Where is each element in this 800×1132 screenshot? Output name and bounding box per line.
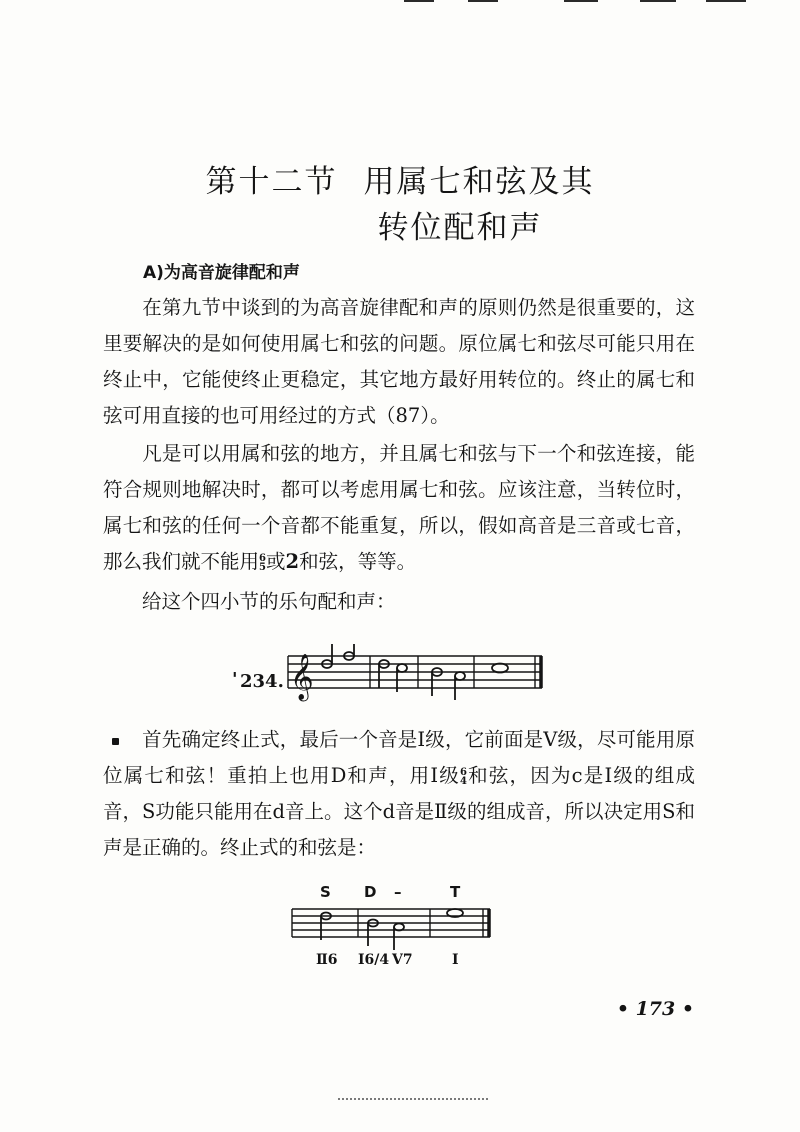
figured-bass-2: 2 [285,550,300,573]
function-label-s: S [320,883,331,901]
paragraph-2: 凡是可以用属和弦的地方，并且属七和弦与下一个和弦连接，能符合规则地解决时，都可以考虑用属七和弦。应该注意，当转位时，属七和弦的任何一个音都不能重复，所以，假如高音是三音或七音，那么我们就不能用6 5或2和弦，等等。 [103,442,695,573]
scan-mark [640,0,676,2]
function-label-t: T [450,883,461,901]
function-label-d: D [364,883,377,901]
scan-mark [706,0,746,2]
degree-label-i: Ⅰ [452,952,459,968]
scan-mark [564,0,598,2]
scan-mark [404,0,434,2]
title-number: 第十二节 [205,164,338,200]
degree-label-v7: V7 [392,952,413,968]
paragraph-1-text: 在第九节中谈到的为高音旋律配和声的原则仍然是很重要的，这里要解决的是如何使用属七和弦的问题。原位属七和弦尽可能只用在终止中，它能使终止更稳定，其它地方最好用转位的。终止的属七和弦可用直接的也可用经过的方式（87）。 [103,296,695,427]
section-title [0,156,800,201]
figured-bass-6-5: 6 5 [259,552,266,573]
paragraph-3: 给这个四小节的乐句配和声： [142,590,396,613]
figured-bass-6-4: 6 4 [459,766,467,787]
svg-text:': ' [232,669,238,690]
scan-artifact-dots [338,1098,488,1104]
example-number: 234. [240,671,284,692]
paragraph-4: 首先确定终止式，最后一个音是Ⅰ级，它前面是Ⅴ级，尽可能用原位属七和弦！重拍上也用D和声，用Ⅰ级6 4和弦，因为c是Ⅰ级的组成音，S功能只能用在d音上。这个d音是Ⅱ级的组成音，所以决定用S和声是正确的。终止式的和弦是： [103,728,696,859]
music-example-234 [232,644,552,704]
page-number: • 173 • [616,998,694,1020]
paragraph-1 [103,290,695,434]
degree-label-ii6: Ⅱ6 [316,952,338,968]
degree-label-i64: Ⅰ6/4 [358,952,390,968]
scan-mark [468,0,498,2]
title-main: 用属七和弦及其 [363,164,595,200]
section-title-line2: 转位配和声 [377,210,543,246]
cadence-example [286,880,506,970]
function-label-dash: – [394,883,402,901]
subsection-heading: A)为高音旋律配和声 [143,263,300,283]
treble-clef-icon: 𝄞 [290,654,314,700]
